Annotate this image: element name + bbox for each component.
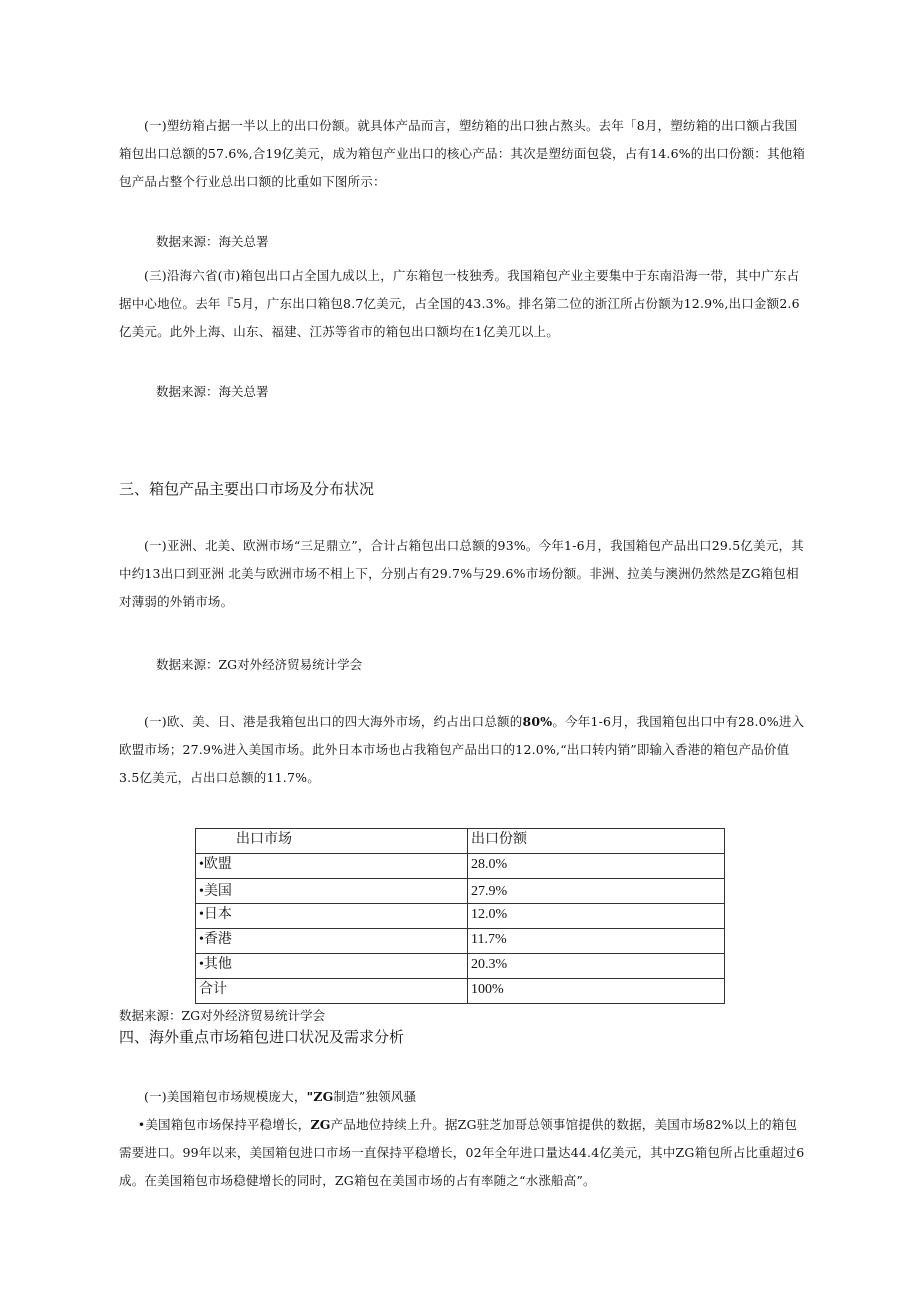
table-cell-market: 合计 xyxy=(196,979,468,1004)
paragraph-us-market-title xyxy=(119,1083,809,1111)
us-market-title-highlight: "ZG xyxy=(306,1089,334,1104)
section-heading-overseas-demand: 四、海外重点市场箱包进口状况及需求分析 xyxy=(119,1028,405,1046)
data-source-customs-1: 数据来源：海关总署 xyxy=(156,234,269,249)
us-market-growth-pre: •美国箱包市场保持平稳增长， xyxy=(137,1117,311,1132)
table-header-row xyxy=(196,829,725,854)
table-cell-share: 11.7% xyxy=(468,929,725,954)
table-cell-share: 100% xyxy=(468,979,725,1004)
table-cell-market: •日本 xyxy=(196,904,468,929)
table-cell-share: 20.3% xyxy=(468,954,725,979)
paragraph-four-markets xyxy=(119,708,809,792)
us-market-growth-highlight: ZG xyxy=(310,1117,331,1132)
data-source-trade-society-2: 数据来源：ZG对外经济贸易统计学会 xyxy=(119,1008,326,1023)
paragraph-us-market-growth xyxy=(119,1111,809,1195)
table-row xyxy=(196,904,725,929)
table-cell-market: •美国 xyxy=(196,879,468,904)
paragraph-three-markets: (一)亚洲、北美、欧洲市场“三足鼎立”，合计占箱包出口总额的93%。今年1-6月，我国箱包产品出口29.5亿美元，其中约13出口到亚洲 北美与欧洲市场不相上下，分别占有29.7%与29.6%市场份额。非洲、拉美与澳洲仍然然是ZG箱包相对薄弱的外销市场。 xyxy=(119,538,804,609)
table-cell-share: 27.9% xyxy=(468,879,725,904)
table-cell-market: •欧盟 xyxy=(196,854,468,879)
us-market-growth-post: 产品地位持续上升。据ZG驻芝加哥总领事馆提供的数据，美国市场82%以上的箱包需要进口。99年以来，美国箱包进口市场一直保持平稳增长，02年全年进口量达44.4亿美元，其中ZG箱包所占比重超过6成。在美国箱包市场稳健增长的同时，ZG箱包在美国市场的占有率随之“水涨船高”。 xyxy=(119,1117,805,1188)
table-row xyxy=(196,979,725,1004)
table-row xyxy=(196,929,725,954)
table-header-market: 出口市场 xyxy=(196,829,468,854)
data-source-customs-2: 数据来源：海关总署 xyxy=(156,384,269,399)
table-cell-market: •香港 xyxy=(196,929,468,954)
section-heading-export-markets: 三、箱包产品主要出口市场及分布状况 xyxy=(119,480,375,498)
table-cell-market: •其他 xyxy=(196,954,468,979)
table-row xyxy=(196,854,725,879)
table-header-share: 出口份额 xyxy=(468,829,725,854)
table-row xyxy=(196,879,725,904)
export-share-table xyxy=(195,828,725,1004)
table-cell-share: 12.0% xyxy=(468,904,725,929)
us-market-title-pre: (一)美国箱包市场规模庞大， xyxy=(144,1089,307,1104)
paragraph-four-markets-text-post: 。今年1-6月，我国箱包出口中有28.0%进入欧盟市场；27.9%进入美国市场。此外日本市场也占我箱包产品出口的12.0%,“出口转内销”即输入香港的箱包产品价值3.5亿美元，占出口总额的11.7%。 xyxy=(119,714,805,785)
table-row xyxy=(196,954,725,979)
us-market-title-post: 制造”独领风骚 xyxy=(333,1089,417,1104)
paragraph-four-markets-highlight: 80% xyxy=(522,714,553,729)
paragraph-four-markets-text-pre: (一)欧、美、日、港是我箱包出口的四大海外市场，约占出口总额的 xyxy=(144,714,523,729)
paragraph-coastal-provinces: (三)沿海六省(市)箱包出口占全国九成以上，广东箱包一枝独秀。我国箱包产业主要集中于东南沿海一带，其中广东占据中心地位。去年『5月，广东出口箱包8.7亿美元，占全国的43.3%。排名第二位的浙江所占份额为12.9%,出口金额2.6亿美元。此外上海、山东、福建、江苏等省市的箱包出口额均在1亿美兀以上。 xyxy=(119,268,800,339)
paragraph-plastic-cases: (一)塑纺箱占据一半以上的出口份额。就具体产品而言，塑纺箱的出口独占熬头。去年「8月，塑纺箱的出口额占我国箱包出口总额的57.6%,合19亿美元，成为箱包产业出口的核心产品：其次是塑纺面包袋，占有14.6%的出口份额：其他箱包产品占整个行业总出口额的比重如下图所示： xyxy=(119,118,806,189)
data-source-trade-society-1: 数据来源：ZG对外经济贸易统计学会 xyxy=(156,657,363,672)
table-cell-share: 28.0% xyxy=(468,854,725,879)
